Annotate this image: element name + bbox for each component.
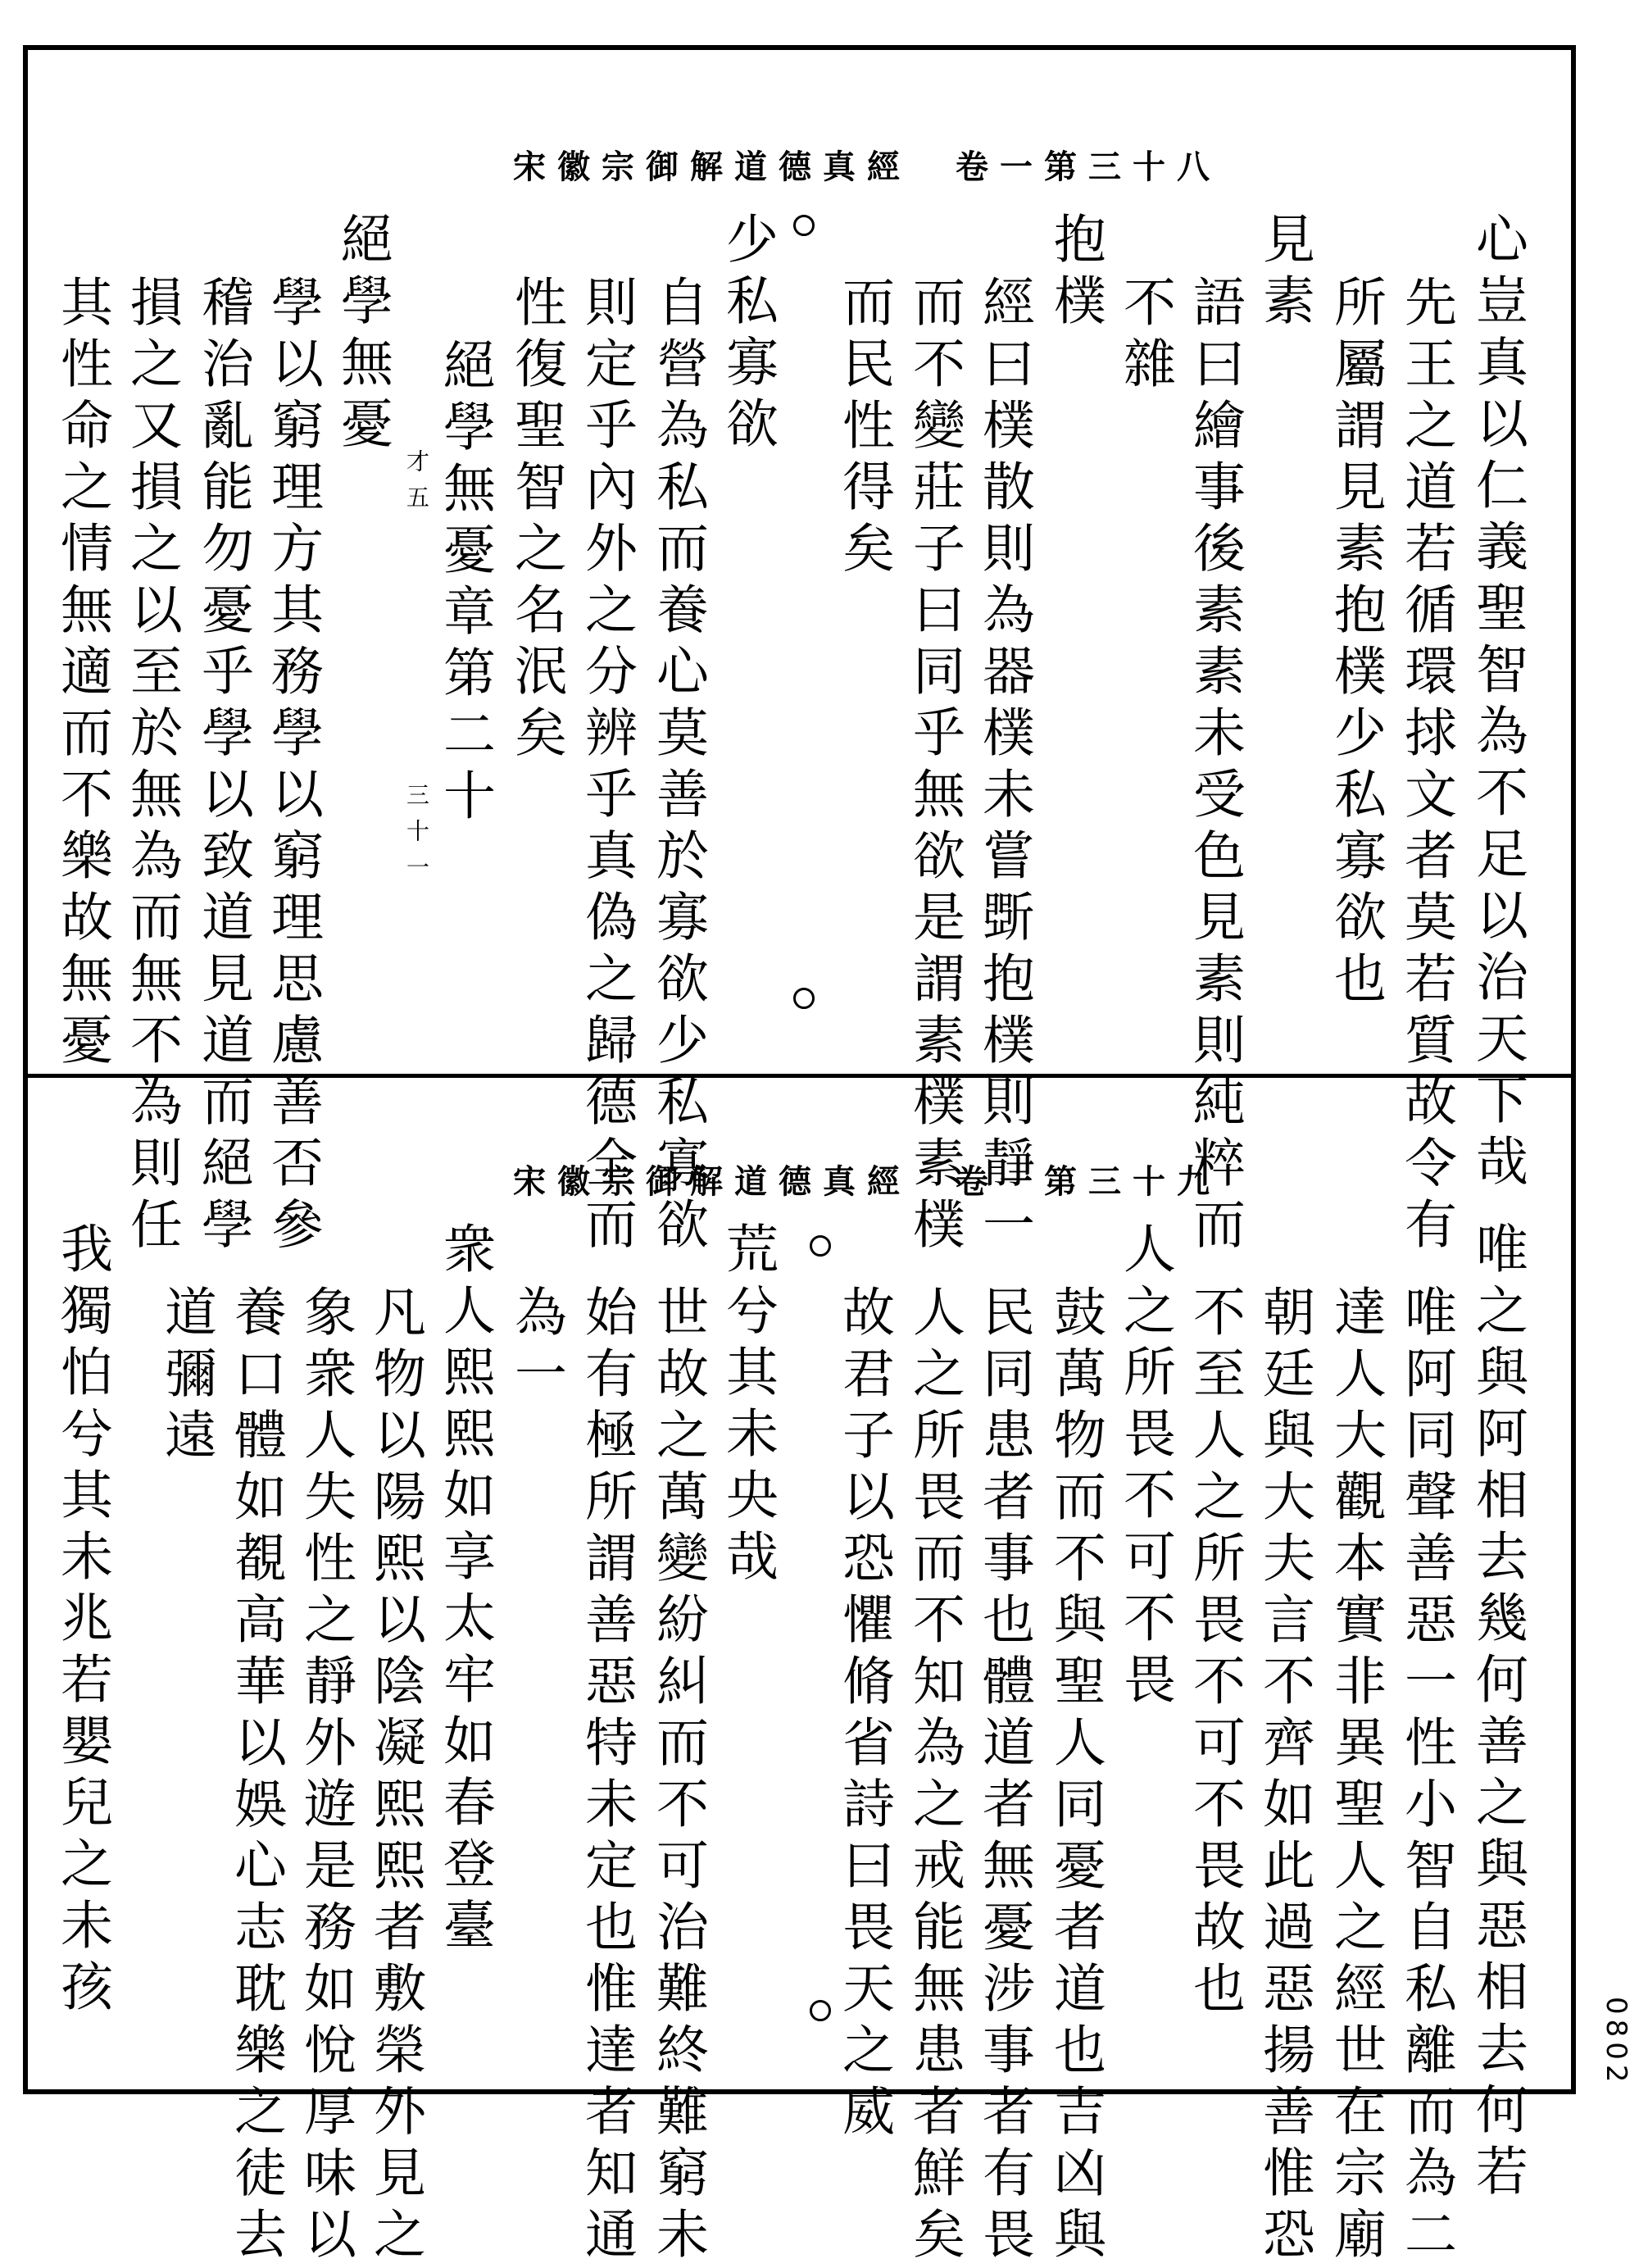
top-text-column: 語曰繪事後素素未受色見素則純粹而 <box>1184 275 1245 1258</box>
bottom-text-column: 唯阿同聲善惡一性小智自私離而為二 <box>1396 1284 1456 2268</box>
section-circle-mark <box>793 215 815 236</box>
bottom-text-column: 世故之萬變紛糾而不可治難終難窮未 <box>647 1284 708 2268</box>
top-text-column: 而民性得矣 <box>833 275 894 582</box>
bottom-text-column: 民同患者事也體道者無憂涉事者有畏 <box>974 1284 1034 2268</box>
top-text-column: 稽治亂能勿憂乎學以致道見道而絕學 <box>193 275 253 1258</box>
bottom-text-column: 凡物以陽熙以陰凝熙熙者敷榮外見之 <box>365 1284 425 2268</box>
top-text-column: 而不變莊子曰同乎無欲是謂素樸素樸 <box>904 275 965 1258</box>
section-circle-mark <box>810 2000 831 2021</box>
top-text-column: 其性命之情無適而不樂故無憂 <box>52 275 112 1074</box>
top-text-column: 心豈真以仁義聖智為不足以治天下哉 <box>1467 211 1528 1195</box>
top-text-column: 不雜 <box>1115 275 1175 398</box>
top-text-column: 損之又損之以至於無為而無不為則任 <box>121 275 182 1258</box>
bottom-text-column: 鼓萬物而不與聖人同憂者道也吉凶與 <box>1045 1284 1106 2268</box>
bottom-text-column: 人之所畏不可不畏 <box>1115 1221 1175 1713</box>
top-text-column: 抱樸 <box>1045 211 1106 334</box>
top-text-column: 見素 <box>1254 211 1314 334</box>
top-page-header: 宋徽宗御解道德真經 卷一第三十八 <box>513 148 1221 186</box>
bottom-page-header: 宋徽宗御解道德真經 卷一第三十九 <box>513 1162 1221 1201</box>
top-text-column: 少私寡欲 <box>717 211 778 457</box>
top-small-note: 才五 <box>403 449 430 521</box>
bottom-text-column: 我獨怕兮其未兆若嬰兒之未孩 <box>52 1221 112 2020</box>
top-text-column: 經曰樸散則為器樸未嘗斲抱樸則靜一 <box>974 275 1034 1258</box>
bottom-text-column: 朝廷與大夫言不齊如此過惡揚善惟恐 <box>1254 1284 1314 2268</box>
bottom-text-column: 養口體如覩高華以娛心志耽樂之徒去 <box>225 1284 286 2268</box>
bottom-text-column: 道彌遠 <box>156 1284 216 1469</box>
page-divider <box>23 1074 1576 1078</box>
bottom-text-column: 人之所畏而不知為之戒能無患者鮮矣 <box>904 1284 965 2268</box>
top-text-column: 絕學無憂 <box>332 211 393 457</box>
bottom-text-column: 荒兮其未央哉 <box>717 1221 778 1590</box>
bottom-text-column: 唯之與阿相去幾何善之與惡相去何若 <box>1467 1221 1528 2205</box>
bottom-text-column: 為一 <box>506 1284 566 1407</box>
top-small-note: 三十一 <box>403 783 430 891</box>
bottom-text-column: 始有極所謂善惡特未定也惟達者知通 <box>576 1284 637 2268</box>
top-chapter-title: 絕學無憂章第二十 <box>434 338 495 829</box>
bottom-text-column: 達人大觀本實非異聖人之經世在宗廟 <box>1325 1284 1386 2268</box>
section-circle-mark <box>793 988 815 1009</box>
bottom-text-column: 衆人熙熙如享太牢如春登臺 <box>434 1221 495 1959</box>
section-circle-mark <box>810 1235 831 1257</box>
bottom-text-column: 故君子以恐懼脩省詩曰畏天之威 <box>833 1284 894 2145</box>
bottom-text-column: 不至人之所畏不可不畏故也 <box>1184 1284 1245 2022</box>
top-text-column: 自營為私而養心莫善於寡欲少私寡欲 <box>647 275 708 1258</box>
top-text-column: 性復聖智之名泯矣 <box>506 275 566 766</box>
top-text-column: 先王之道若循環捄文者莫若質故令有 <box>1396 275 1456 1258</box>
bottom-text-column: 象衆人失性之靜外遊是務如悅厚味以 <box>295 1284 356 2268</box>
top-text-column: 則定乎內外之分辨乎真偽之歸德全而 <box>576 275 637 1258</box>
top-text-column: 學以窮理方其務學以窮理思慮善否參 <box>262 275 323 1258</box>
top-text-column: 所屬謂見素抱樸少私寡欲也 <box>1325 275 1386 1012</box>
page-number: 0802 <box>1600 1997 1632 2088</box>
